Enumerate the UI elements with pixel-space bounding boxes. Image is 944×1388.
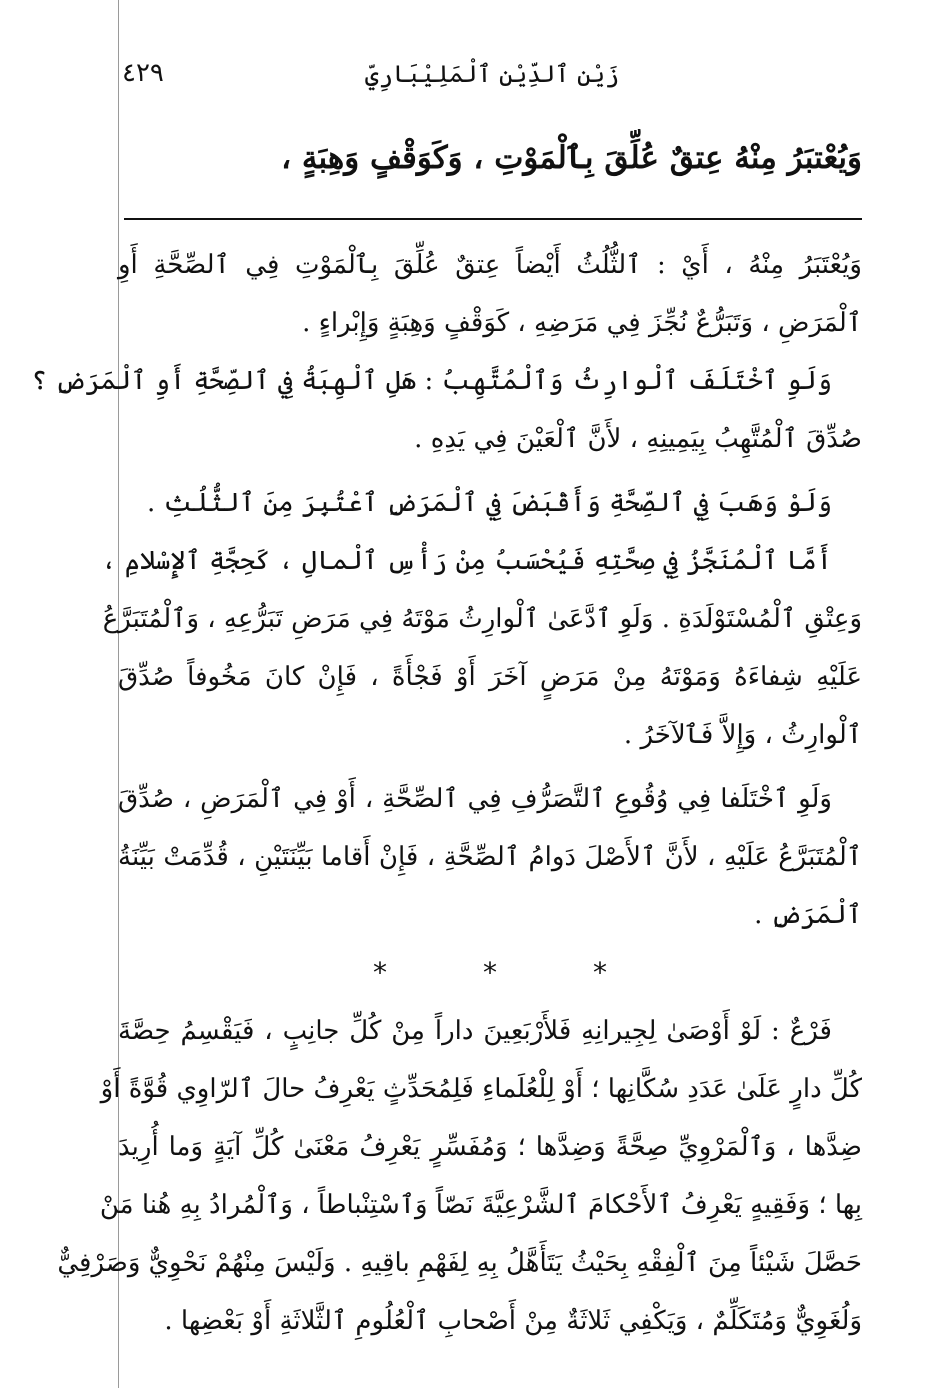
sharh-body: [31, 236, 862, 1350]
paragraph-5: [118, 770, 862, 944]
text-line: حَصَّلَ شَيْئاً مِنَ ٱلْفِقْهِ بِحَيْثُ يَتَأَهَّلُ بِهِ لِفَهْمِ باقِيهِ . وَلَيْسَ مِنْهُمْ نَحْوِيٌّ وَصَرْفِيٌّ: [57, 1248, 862, 1278]
paragraph-1: [118, 236, 862, 352]
text-line: صُدِّقَ ٱلْمُتَّهِبُ بِيَمِينِهِ ، لأَنَّ ٱلْعَيْنَ فِي يَدِهِ .: [414, 424, 862, 454]
text-line: وَلَوِ ٱخْتَلَفا فِي وُقُوعِ ٱلتَّصَرُّفِ فِي ٱلصِّحَّةِ ، أَوْ فِي ٱلْمَرَضِ ، صُدِّقَ: [118, 784, 832, 814]
text-line: ضِدَّها ، وَٱلْمَرْوِيِّ صِحَّةً وَضِدَّها ؛ وَمُفَسِّرٍ يَعْرِفُ مَعْنَىٰ كُلِّ آيَةٍ وَما أُرِيدَ: [118, 1132, 862, 1162]
matn-text: وَيُعْتبَرُ مِنْهُ عِتقٌ عُلِّقَ بِٱلْمَوْتِ ، وَكَوَقْفٍ وَهِبَةٍ ،: [281, 140, 862, 176]
text-line: بِها ؛ وَفَقِيهٍ يَعْرِفُ ٱلأَحْكامَ ٱلشَّرْعِيَّةَ نَصّاً وَٱسْتِنْباطاً ، وَٱلْمُرادُ بِهِ هُنا مَنْ: [99, 1190, 862, 1220]
paragraph-4: [101, 532, 862, 764]
text-line: ٱلْمُتَبَرَّعُ عَلَيْهِ ، لأَنَّ ٱلأَصْلَ دَوامُ ٱلصِّحَّةِ ، فَإِنْ أَقاما بَيِّنَتَيْنِ ، قُدِّمَتْ بَيِّنَةُ: [118, 842, 862, 872]
text-line: وَلَوْ وَهَبَ فِي ٱلصِّحَّةِ وَأَقْبَضَ فِي ٱلْمَرَضِ ٱعْتُبِرَ مِنَ ٱلثُّلُثِ .: [146, 488, 832, 518]
text-line: وَلُغَوِيٌّ وَمُتَكَلِّمٌ ، وَيَكْفِي ثَلاثَةٌ مِنْ أَصْحابِ ٱلْعُلُومِ ٱلثَّلاثَةِ أَوْ بَعْضِها .: [164, 1306, 862, 1336]
running-title: زَيْن ٱلدِّيْن ٱلْمَلِيْبَارِيِّ: [364, 60, 620, 88]
asterisk-ornament: *: [593, 956, 607, 989]
paragraph-2: [31, 352, 862, 468]
paragraph-3: [118, 474, 862, 532]
text-line: فَرْعٌ : لَوْ أَوْصَىٰ لِجِيرانِهِ فَلأَرْبَعِينَ داراً مِنْ كُلِّ جانِبٍ ، فَيَقْسِمُ حِصَّةَ: [118, 1016, 832, 1046]
text-line: ٱلْمَرَضِ .: [754, 900, 862, 930]
text-line: ٱلْوارِثُ ، وَإِلاَّ فَٱلآخَرُ .: [623, 720, 862, 750]
separator-rule: [124, 218, 862, 220]
text-line: أَمَّا ٱلْمُنَجَّزُ فِي صِحَّتِهِ فَيُحْسَبُ مِنْ رَأْسِ ٱلْمالِ ، كَحِجَّةِ ٱلإِسْلامِ ،: [101, 546, 832, 576]
section-divider-stars: [118, 944, 862, 1002]
text-line: وَعِتْقِ ٱلْمُسْتَوْلَدَةِ . وَلَوِ ٱدَّعَىٰ ٱلْوارِثُ مَوْتَهُ فِي مَرَضِ تَبَرُّعِهِ ، وَٱلْمُتَبَرَّعُ: [102, 604, 862, 634]
text-line: كُلِّ دارٍ عَلَىٰ عَدَدِ سُكَّانِها ؛ أَوْ لِلْعُلَماءِ فَلِمُحَدِّثٍ يَعْرِفُ حالَ ٱلرّاوِي قُوَّةً أَوْ: [100, 1074, 862, 1104]
asterisk-ornament: *: [373, 956, 387, 989]
page-header: [118, 58, 866, 102]
page-number: ٤٢٩: [122, 58, 164, 88]
text-line: عَلَيْهِ شِفاءَهُ وَمَوْتَهُ مِنْ مَرَضٍ آخَرَ أَوْ فَجْأَةً ، فَإِنْ كانَ مَخُوفاً صُدِّقَ: [118, 662, 862, 692]
text-line: ٱلْمَرَضِ ، وَتَبَرُّعٌ نُجِّزَ فِي مَرَضِهِ ، كَوَقْفٍ وَهِبَةٍ وَإِبْراءٍ .: [302, 308, 862, 338]
paragraph-6: [57, 1002, 862, 1350]
text-line: وَلَوِ ٱخْتَلَفَ ٱلْوارِثُ وَٱلْمُتَّهِبُ : هَلِ ٱلْهِبَةُ فِي ٱلصِّحَّةِ أَوِ ٱلْمَرَضِ ؟: [31, 366, 832, 396]
asterisk-ornament: *: [483, 956, 497, 989]
text-line: وَيُعْتَبَرُ مِنْهُ ، أَيْ : ٱلثُّلُثُ أَيْضاً عِتقٌ عُلِّقَ بِٱلْمَوْتِ فِي ٱلصِّحَّةِ أَوِ: [118, 250, 862, 280]
